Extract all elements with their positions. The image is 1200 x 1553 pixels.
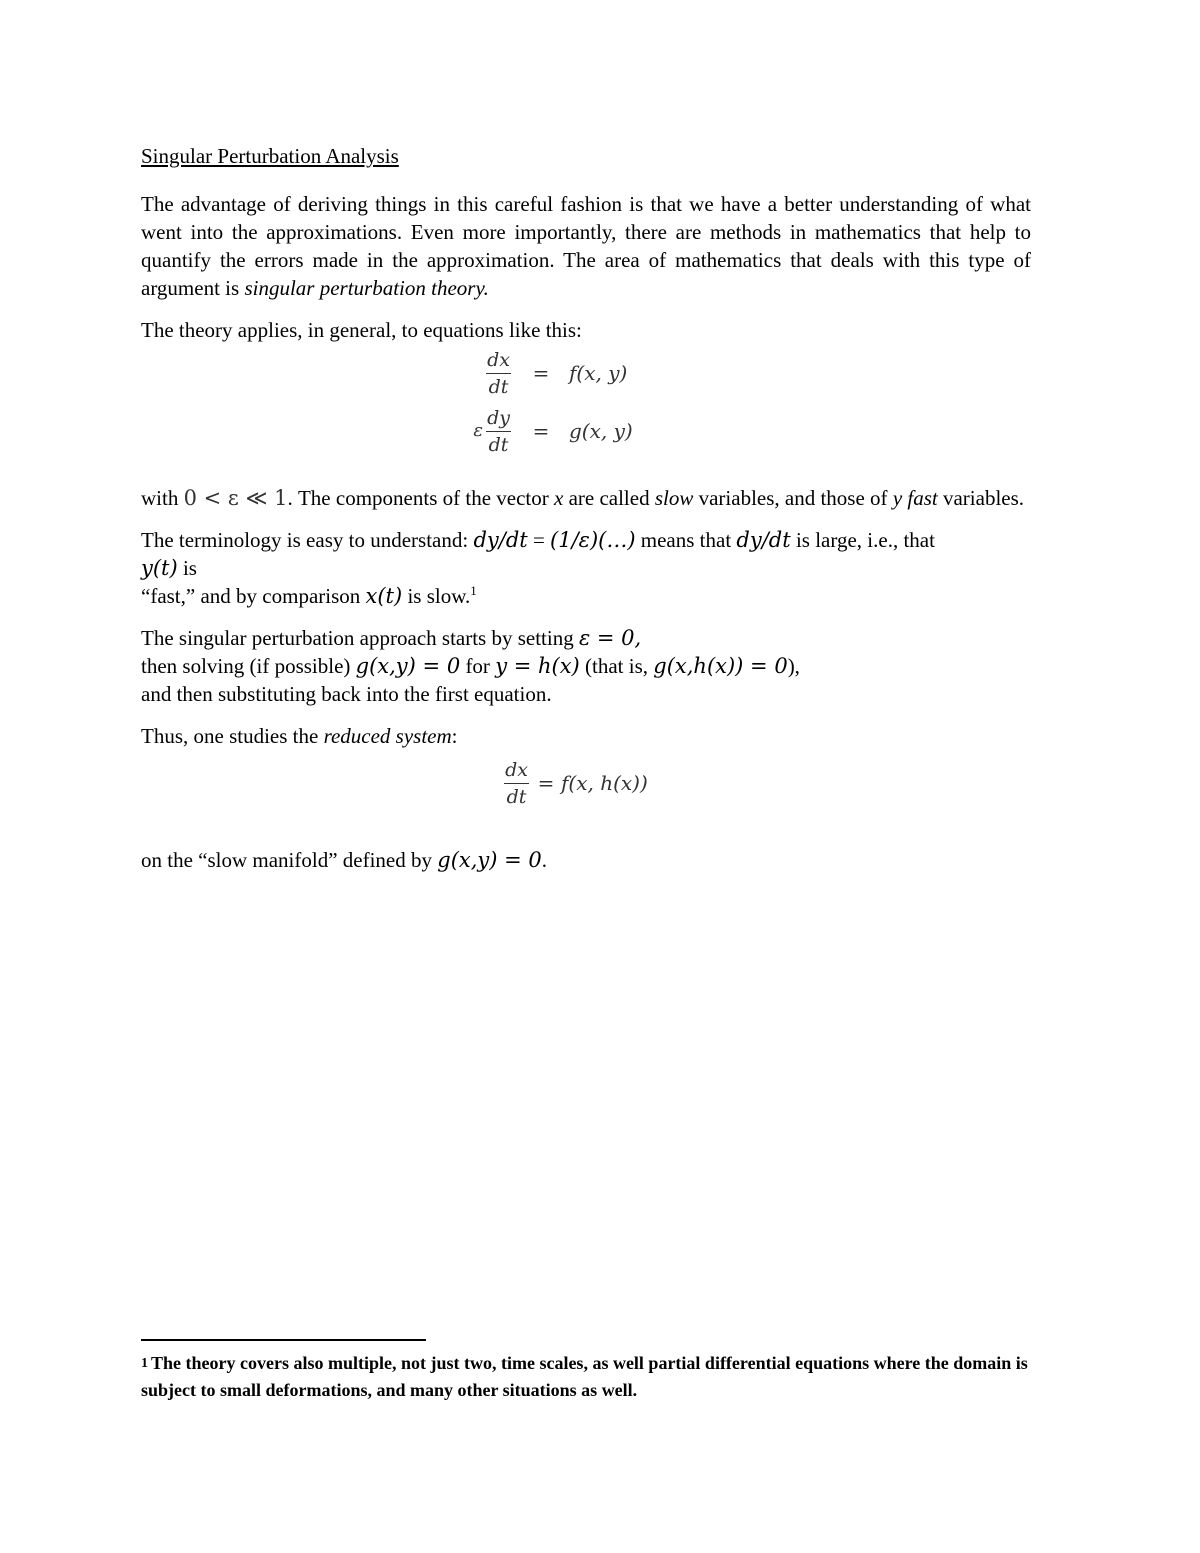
equals-sign: =: [532, 361, 550, 385]
equation-row-1: [141, 344, 1031, 402]
fraction-dy-dt: $\frac{dy}{dt}$: [487, 406, 510, 456]
approach-paragraph: The singular perturbation approach starts by setting ε = 0, then solving (if possible) g(x,y) = 0 for y = h(x) (that is, g(x,h(x)) = 0), and then substituting back into the first equation.: [141, 626, 800, 706]
equation-system: [141, 344, 1031, 460]
footnote: [141, 1350, 1041, 1404]
equation-rhs-2: g(x, y): [569, 419, 633, 443]
footnote-reference[interactable]: 1: [470, 583, 477, 598]
page-title: Singular Perturbation Analysis: [141, 144, 399, 168]
intro-text: The advantage of deriving things in this careful fashion is that we have a better understanding of what went into the approximations. Even more importantly, there are methods in mathematics that help to quantify the errors made in the approximation. The area of mathematics that deals with this type of argument is: [141, 192, 1031, 300]
equals-sign: =: [532, 419, 550, 443]
fraction-dx-dt: $\frac{dx}{dt}$: [487, 348, 510, 398]
with-paragraph: with 0 < ε ≪ 1. The components of the vector x are called slow variables, and those of y fast variables.: [141, 486, 1025, 510]
document-page: [141, 142, 1031, 888]
manifold-paragraph: on the “slow manifold” defined by g(x,y) = 0.: [141, 848, 548, 872]
equation-row-2: [141, 402, 1031, 460]
epsilon-symbol: ε: [473, 420, 484, 441]
applies-paragraph: The theory applies, in general, to equations like this:: [141, 318, 582, 342]
intro-paragraph: [141, 190, 1031, 302]
reduced-rhs: f(x, h(x)): [561, 771, 648, 795]
equals-sign: =: [537, 771, 555, 795]
terminology-paragraph: The terminology is easy to understand: dy/dt = (1/ε)(…) means that dy/dt is large, i.e., that y(t) is “fast,” and by comparison x(t) is slow.$^1$: [141, 528, 935, 608]
thus-paragraph: Thus, one studies the reduced system:: [141, 724, 458, 748]
inequality: 0 < ε ≪ 1: [183, 486, 288, 510]
equation-rhs-1: f(x, y): [569, 361, 628, 385]
footnote-mark: 1: [141, 1356, 148, 1371]
footnote-text: The theory covers also multiple, not just two, time scales, as well partial differential equations where the domain is subject to small deformations, and many other situations as well.: [141, 1353, 1028, 1400]
fraction-dx-dt: $\frac{dx}{dt}$: [505, 758, 528, 808]
reduced-equation: [141, 750, 1031, 816]
intro-emphasis: singular perturbation theory.: [244, 276, 489, 300]
footnote-separator: [141, 1339, 426, 1341]
